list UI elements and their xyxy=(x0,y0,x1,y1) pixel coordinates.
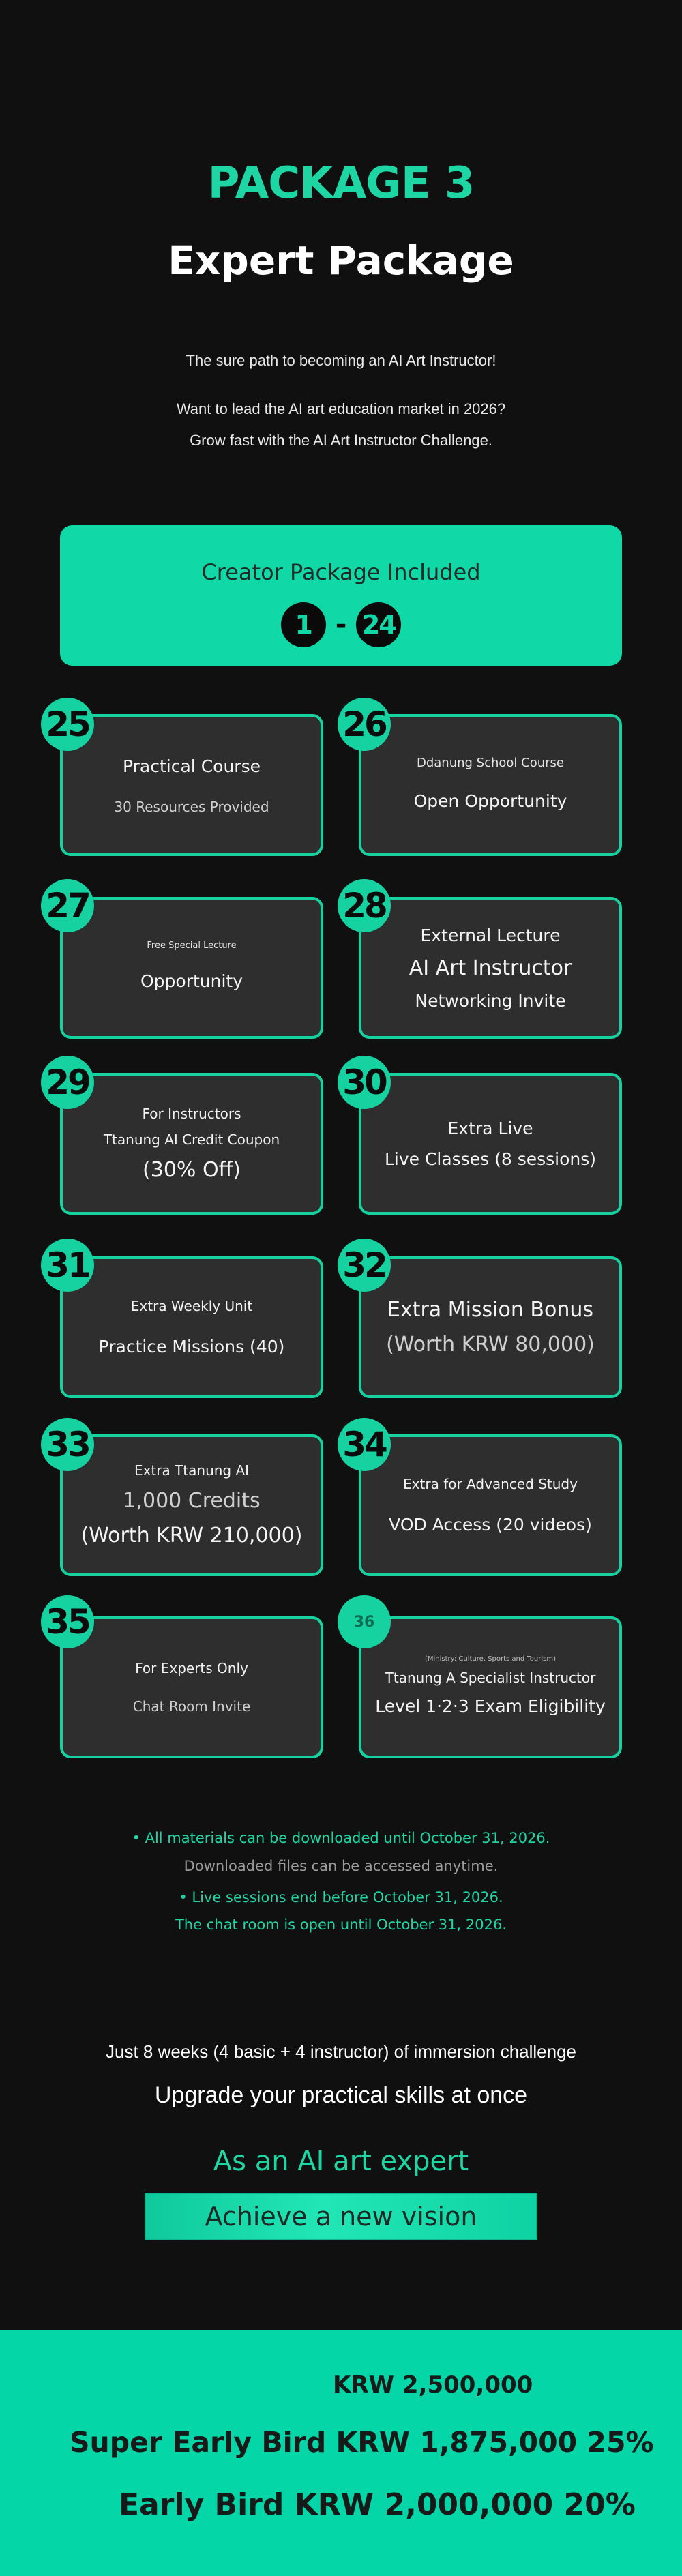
benefit-subtitle: AI Art Instructor xyxy=(409,956,572,980)
benefit-card xyxy=(60,1434,323,1576)
benefit-card xyxy=(359,1434,622,1576)
note-download-access: Downloaded files can be accessed anytime. xyxy=(183,1858,499,1874)
benefit-number-badge: 35 xyxy=(41,1595,94,1648)
benefit-title: Extra for Advanced Study xyxy=(403,1475,578,1492)
benefit-title: Ddanung School Course xyxy=(416,756,564,771)
benefit-title: Extra Mission Bonus xyxy=(387,1298,594,1322)
note-download-deadline: • All materials can be downloaded until October 31, 2026. xyxy=(132,1830,550,1846)
benefit-detail: VOD Access (20 videos) xyxy=(389,1514,592,1535)
benefit-detail: (Worth KRW 210,000) xyxy=(80,1524,303,1548)
intro-line-3: Grow fast with the AI Art Instructor Challenge. xyxy=(190,432,492,449)
creator-package-range xyxy=(60,602,622,648)
benefit-number-badge: 29 xyxy=(41,1056,94,1109)
benefit-title: For Experts Only xyxy=(135,1660,248,1676)
creator-package-banner xyxy=(60,525,622,666)
benefit-detail: Networking Invite xyxy=(415,990,566,1011)
benefit-detail: Open Opportunity xyxy=(413,790,567,811)
benefit-card xyxy=(359,897,622,1039)
benefit-title: Practical Course xyxy=(123,756,261,776)
benefit-detail: (30% Off) xyxy=(143,1157,241,1182)
benefit-card xyxy=(60,1073,323,1215)
benefit-detail: Level 1·2·3 Exam Eligibility xyxy=(375,1696,606,1716)
note-chat-deadline: The chat room is open until October 31, 2026. xyxy=(175,1916,507,1933)
early-bird-price: Early Bird KRW 2,000,000 20% xyxy=(119,2487,636,2522)
benefit-number-badge: 30 xyxy=(338,1056,391,1109)
benefit-subtitle: 1,000 Credits xyxy=(123,1489,261,1513)
benefit-title: External Lecture xyxy=(420,925,561,945)
benefit-card xyxy=(60,1616,323,1758)
benefit-card xyxy=(60,1256,323,1398)
benefit-note: (Ministry: Culture, Sports and Tourism) xyxy=(425,1655,556,1663)
benefit-detail: Opportunity xyxy=(140,971,243,991)
benefit-title: Extra Live xyxy=(447,1119,533,1138)
expert-headline: As an AI art expert xyxy=(213,2146,469,2177)
benefit-subtitle: Ttanung AI Credit Coupon xyxy=(103,1131,280,1148)
creator-package-title: Creator Package Included xyxy=(201,559,481,585)
intro-line-1: The sure path to becoming an AI Art Instructor! xyxy=(186,352,496,369)
benefit-number-badge: 36 xyxy=(338,1595,391,1648)
benefit-detail: Chat Room Invite xyxy=(132,1698,251,1715)
benefit-number-badge: 27 xyxy=(41,879,94,932)
benefit-detail: 30 Resources Provided xyxy=(114,798,269,815)
benefit-title: For Instructors xyxy=(142,1105,241,1122)
benefit-detail: (Worth KRW 80,000) xyxy=(386,1333,595,1357)
benefit-title: Extra Ttanung AI xyxy=(134,1462,250,1479)
package-name: Expert Package xyxy=(168,237,514,284)
range-start-badge: 1 xyxy=(281,602,326,647)
benefit-card xyxy=(359,714,622,856)
vision-text: Achieve a new vision xyxy=(205,2202,477,2232)
benefit-card xyxy=(359,1073,622,1215)
regular-price: KRW 2,500,000 xyxy=(333,2371,533,2399)
note-live-deadline: • Live sessions end before October 31, 2026. xyxy=(179,1889,503,1906)
benefit-number-badge: 33 xyxy=(41,1418,94,1471)
benefit-number-badge: 26 xyxy=(338,698,391,751)
super-early-bird-price: Super Early Bird KRW 1,875,000 25% xyxy=(70,2426,654,2459)
benefit-number-badge: 28 xyxy=(338,879,391,932)
benefit-detail: Practice Missions (40) xyxy=(98,1336,285,1357)
benefit-number-badge: 31 xyxy=(41,1239,94,1292)
challenge-upgrade: Upgrade your practical skills at once xyxy=(154,2082,528,2108)
range-separator: - xyxy=(335,609,347,640)
benefit-card xyxy=(60,714,323,856)
vision-banner xyxy=(145,2193,537,2240)
range-end-badge: 24 xyxy=(356,602,401,647)
benefit-title: Ttanung A Specialist Instructor xyxy=(385,1669,596,1686)
benefit-number-badge: 34 xyxy=(338,1418,391,1471)
challenge-duration: Just 8 weeks (4 basic + 4 instructor) of immersion challenge xyxy=(105,2041,576,2062)
benefit-title: Extra Weekly Unit xyxy=(130,1297,253,1314)
benefit-card xyxy=(60,897,323,1039)
benefit-card xyxy=(359,1616,622,1758)
benefit-number-badge: 25 xyxy=(41,698,94,751)
benefit-number-badge: 32 xyxy=(338,1239,391,1292)
package-number: PACKAGE 3 xyxy=(207,158,475,209)
price-band xyxy=(0,2330,682,2576)
benefit-title: Free Special Lecture xyxy=(147,941,237,951)
intro-line-2: Want to lead the AI art education market in 2026? xyxy=(176,400,506,417)
benefit-detail: Live Classes (8 sessions) xyxy=(384,1149,597,1169)
benefit-card xyxy=(359,1256,622,1398)
